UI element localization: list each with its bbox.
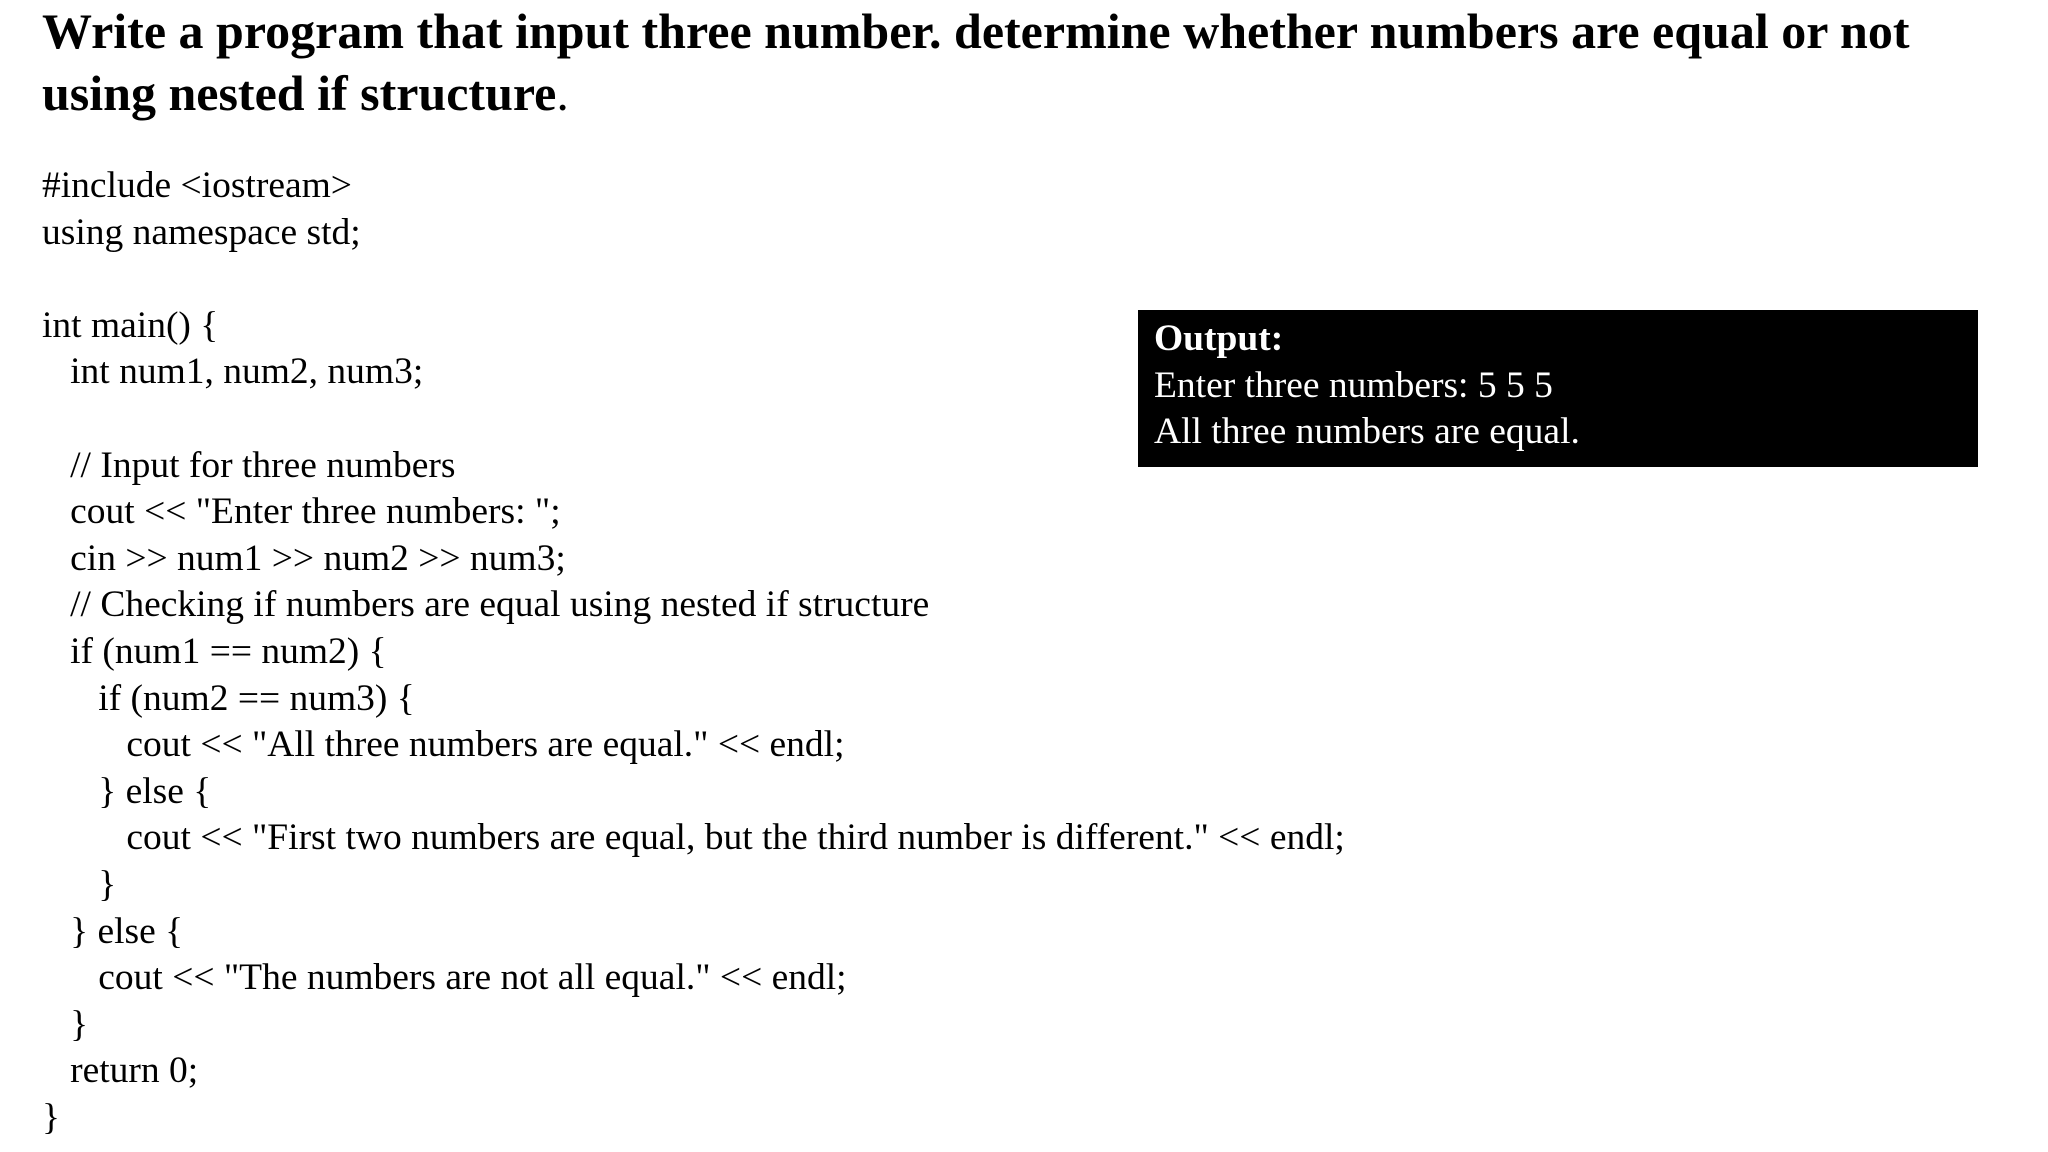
- question-heading: [42, 0, 2002, 124]
- code-line: int num1, num2, num3;: [42, 351, 424, 393]
- output-title: Output:: [1154, 318, 1284, 359]
- code-line: return 0;: [42, 1050, 199, 1092]
- code-line: #include <iostream>: [42, 165, 352, 206]
- code-line: // Checking if numbers are equal using nested if structure: [42, 584, 930, 626]
- question-heading-period: .: [556, 65, 569, 121]
- code-line: } else {: [42, 910, 184, 952]
- output-line: Enter three numbers: 5 5 5: [1154, 364, 1553, 406]
- code-line: using namespace std;: [42, 211, 361, 253]
- code-line: if (num2 == num3) {: [42, 677, 415, 719]
- code-line: cout << "The numbers are not all equal." << endl;: [42, 957, 847, 999]
- question-heading-text: Write a program that input three number. determine whether numbers are equal or not using nested if structure: [42, 3, 1910, 121]
- code-line: if (num1 == num2) {: [42, 630, 387, 672]
- code-line: cin >> num1 >> num2 >> num3;: [42, 537, 566, 579]
- code-line: [42, 256, 1345, 303]
- code-line: cout << "First two numbers are equal, but the third number is different." << endl;: [42, 817, 1345, 859]
- code-line: }: [42, 863, 117, 905]
- code-line: int main() {: [42, 304, 219, 346]
- code-line: // Input for three numbers: [42, 444, 456, 486]
- code-line: }: [42, 1096, 60, 1138]
- output-line: All three numbers are equal.: [1154, 411, 1580, 453]
- code-line: } else {: [42, 770, 212, 812]
- output-panel: [1138, 310, 1978, 467]
- code-line: cout << "Enter three numbers: ";: [42, 491, 561, 533]
- code-line: cout << "All three numbers are equal." << endl;: [42, 724, 845, 766]
- code-line: }: [42, 1003, 89, 1045]
